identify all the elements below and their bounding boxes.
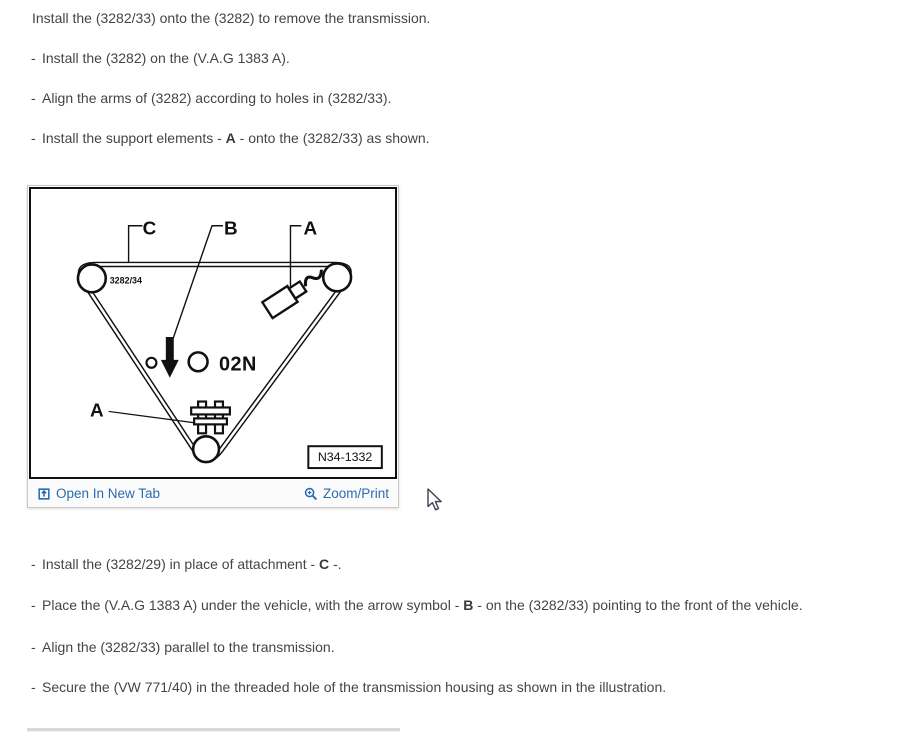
leader-line-a-bottom xyxy=(109,411,199,423)
bullet-dash: - xyxy=(31,556,36,572)
figure-widget xyxy=(27,185,399,508)
callout-b: B xyxy=(224,217,238,239)
alignment-hole-small xyxy=(146,358,156,368)
bullet-dash: - xyxy=(31,597,36,613)
corner-hole-top-left xyxy=(78,264,106,292)
box-arrow-up-icon xyxy=(37,487,51,501)
open-in-new-tab-link[interactable] xyxy=(37,486,160,501)
leader-line-c xyxy=(129,226,143,263)
bullet-dash: - xyxy=(31,639,36,655)
intro-instruction: Install the (3282/33) onto the (3282) to remove the transmission. xyxy=(32,10,431,26)
bullet-dash: - xyxy=(31,90,36,106)
drawing-number-box xyxy=(308,446,381,468)
zoom-print-link[interactable] xyxy=(304,486,389,501)
bullet-dash: - xyxy=(31,130,36,146)
open-in-new-tab-label: Open In New Tab xyxy=(56,486,161,501)
bullet-dash: - xyxy=(31,679,36,695)
step-item: - Secure the (VW 771/40) in the threaded hole of the transmission housing as shown in the illustration. xyxy=(31,679,667,695)
arrow-cursor-icon xyxy=(427,488,445,512)
figure-canvas xyxy=(29,187,397,479)
gearbox-code-label: 02N xyxy=(218,353,257,376)
step-item: - Place the (V.A.G 1383 A) under the vehicle, with the arrow symbol - B - on the (3282/33) pointing to the front of the vehicle. xyxy=(31,597,803,613)
section-divider xyxy=(27,728,400,732)
support-element-a-top-icon xyxy=(262,266,328,318)
drawing-number-label: N34-1332 xyxy=(317,450,373,465)
figure-toolbar xyxy=(28,480,398,507)
direction-arrow-b-icon xyxy=(161,337,179,378)
alignment-hole-large xyxy=(189,352,208,371)
step-item: - Align the arms of (3282) according to holes in (3282/33). xyxy=(31,90,392,106)
magnifier-plus-icon xyxy=(304,487,318,501)
leader-line-b xyxy=(173,226,223,338)
step-item: - Install the support elements - A - onto the (3282/33) as shown. xyxy=(31,130,430,146)
tool-number-label: 3282/34 xyxy=(109,275,142,286)
step-item: - Install the (3282) on the (V.A.G 1383 A). xyxy=(31,50,290,66)
corner-hole-bottom xyxy=(193,436,219,462)
support-element-a-bottom-icon xyxy=(191,402,230,434)
step-item: - Align the (3282/33) parallel to the transmission. xyxy=(31,639,335,655)
bullet-dash: - xyxy=(31,50,36,66)
technical-diagram-svg xyxy=(31,189,397,477)
zoom-print-label: Zoom/Print xyxy=(322,486,389,501)
corner-hole-top-right xyxy=(323,263,351,291)
step-item: - Install the (3282/29) in place of attachment - C -. xyxy=(31,556,342,572)
callout-a-bottom: A xyxy=(90,399,104,421)
callout-c: C xyxy=(142,217,157,239)
callout-a-top: A xyxy=(303,217,318,239)
